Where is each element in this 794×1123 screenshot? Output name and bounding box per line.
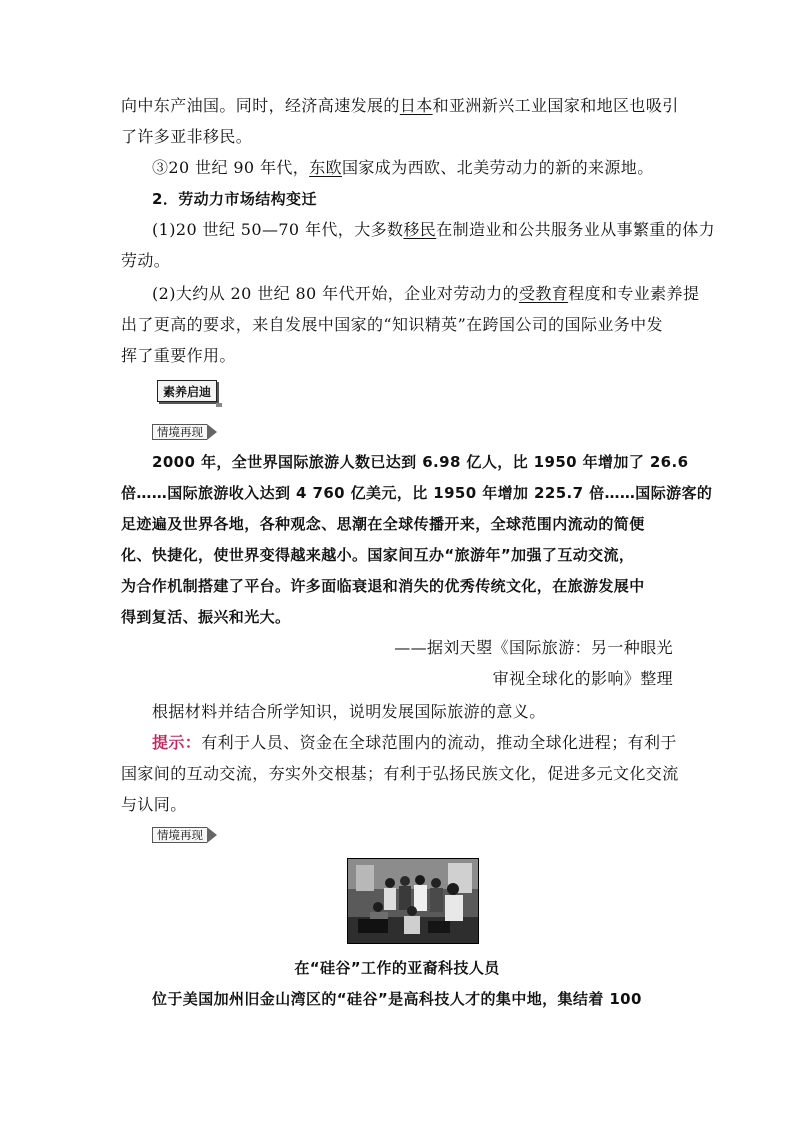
suyang-tag: 素养启迪 <box>157 380 217 402</box>
source-citation: ——据刘天曌《国际旅游：另一种眼光 <box>394 638 673 657</box>
hint-label: 提示： <box>152 733 202 752</box>
text-line: (2)大约从 20 世纪 80 年代开始，企业对劳动力的受教育程度和专业素养提 <box>152 284 700 303</box>
text-line: 化、快捷化，使世界变得越来越小。国家间互办“旅游年”加强了互动交流， <box>121 546 635 564</box>
hint-line: 国家间的互动交流，夯实外交根基；有利于弘扬民族文化，促进多元文化交流 <box>121 764 679 783</box>
hint-line: 与认同。 <box>121 795 187 814</box>
triangle-icon <box>207 424 217 440</box>
question: 根据材料并结合所学知识，说明发展国际旅游的意义。 <box>152 702 546 721</box>
text-line: 得到复活、振兴和光大。 <box>121 608 291 626</box>
scene-tag-label: 情境再现 <box>152 424 207 440</box>
scene-tag <box>152 827 217 843</box>
photo-caption: 在“硅谷”工作的亚裔科技人员 <box>294 959 500 977</box>
text-line: 足迹遍及世界各地，各种观念、思潮在全球传播开来，全球范围内流动的简便 <box>121 515 645 533</box>
text-line: 挥了重要作用。 <box>121 346 236 365</box>
text-line: 2000 年，全世界国际旅游人数已达到 6.98 亿人，比 1950 年增加了 26.6 <box>152 453 689 471</box>
text-line: 为合作机制搭建了平台。许多面临衰退和消失的优秀传统文化，在旅游发展中 <box>121 577 645 595</box>
text-line: 出了更高的要求，来自发展中国家的“知识精英”在跨国公司的国际业务中发 <box>121 315 663 334</box>
scene-tag-label: 情境再现 <box>152 827 207 843</box>
text-line: 倍……国际旅游收入达到 4 760 亿美元，比 1950 年增加 225.7 倍……国际游客的 <box>121 484 713 502</box>
triangle-icon <box>207 827 217 843</box>
text-line: 位于美国加州旧金山湾区的“硅谷”是高科技人才的集中地，集结着 100 <box>152 990 642 1008</box>
text-line: 向中东产油国。同时，经济高速发展的日本和亚洲新兴工业国家和地区也吸引 <box>121 96 679 115</box>
text-line: 了许多亚非移民。 <box>121 127 253 146</box>
text-line: 劳动。 <box>121 251 171 270</box>
hint-line: 提示：有利于人员、资金在全球范围内的流动，推动全球化进程；有利于 <box>152 733 677 752</box>
section-title: 2．劳动力市场结构变迁 <box>152 190 317 208</box>
scene-tag <box>152 424 217 440</box>
source-citation: 审视全球化的影响》整理 <box>492 669 673 688</box>
text-line: ③20 世纪 90 年代，东欧国家成为西欧、北美劳动力的新的来源地。 <box>152 158 654 177</box>
text-line: (1)20 世纪 50—70 年代，大多数移民在制造业和公共服务业从事繁重的体力 <box>152 220 716 239</box>
silicon-valley-staff-photo <box>347 858 479 944</box>
